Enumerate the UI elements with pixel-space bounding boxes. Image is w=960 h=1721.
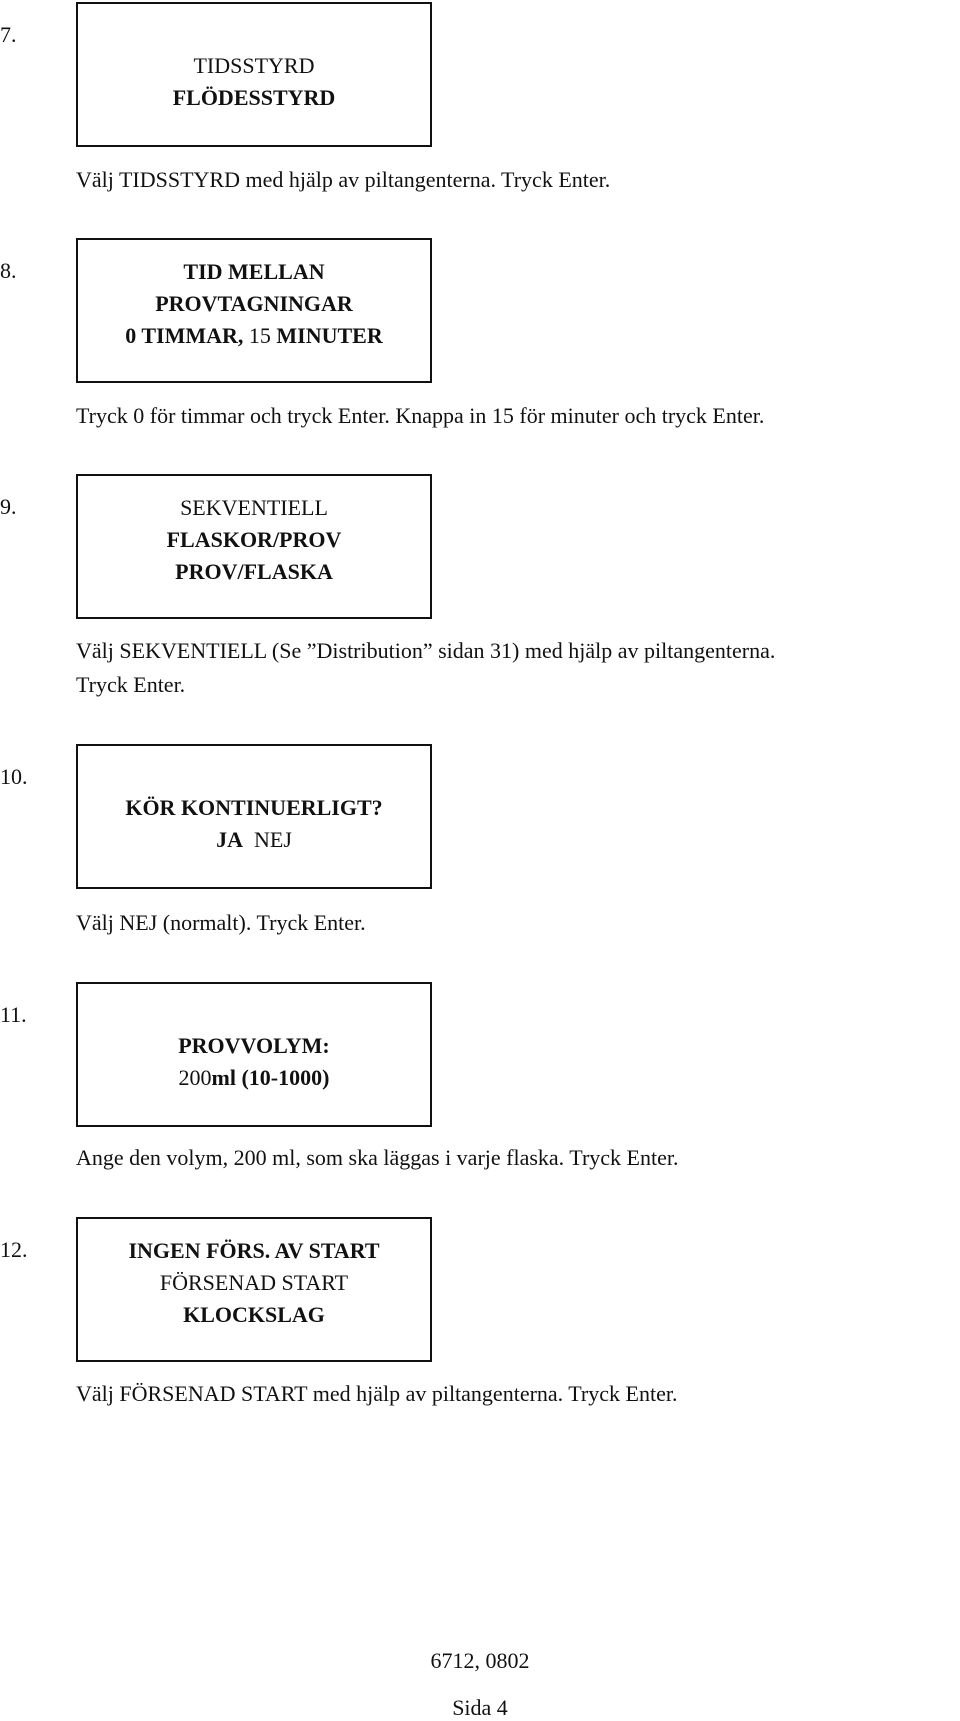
step-number: 8. <box>0 258 17 283</box>
step-number: 11. <box>0 1002 27 1027</box>
display-text: 0 TIMMAR, <box>125 323 244 348</box>
display-box <box>76 982 432 1127</box>
display-line: INGEN FÖRS. AV START <box>128 1238 380 1263</box>
display-line: KLOCKSLAG <box>183 1302 325 1327</box>
display-text: ml (10-1000) <box>211 1065 330 1090</box>
display-text: 15 <box>248 323 271 348</box>
display-box <box>76 1217 432 1362</box>
display-text: MINUTER <box>276 323 383 348</box>
display-line: TIDSSTYRD <box>193 53 315 78</box>
step-instruction: Välj FÖRSENAD START med hjälp av piltangenterna. Tryck Enter. <box>76 1381 678 1406</box>
step-number: 7. <box>0 22 17 47</box>
display-option-ja: JA <box>216 827 243 852</box>
step-number: 9. <box>0 494 17 519</box>
display-line: TID MELLAN <box>183 259 325 284</box>
display-line: PROVTAGNINGAR <box>155 291 353 316</box>
display-line: KÖR KONTINUERLIGT? <box>125 795 383 820</box>
step-number: 10. <box>0 764 28 789</box>
step-instruction: Tryck Enter. <box>76 672 186 697</box>
display-box <box>76 474 432 619</box>
step-instruction: Ange den volym, 200 ml, som ska läggas i varje flaska. Tryck Enter. <box>76 1145 679 1170</box>
footer-page-number: Sida 4 <box>452 1695 508 1720</box>
step-number: 12. <box>0 1237 28 1262</box>
display-box <box>76 744 432 889</box>
display-line: FLASKOR/PROV <box>166 527 342 552</box>
footer-doc-code: 6712, 0802 <box>430 1648 530 1673</box>
display-line: SEKVENTIELL <box>180 495 328 520</box>
display-line: PROV/FLASKA <box>175 559 333 584</box>
step-instruction: Välj NEJ (normalt). Tryck Enter. <box>76 910 366 935</box>
display-text: 200 <box>178 1065 212 1090</box>
step-instruction: Välj TIDSSTYRD med hjälp av piltangenterna. Tryck Enter. <box>76 167 611 192</box>
display-line: PROVVOLYM: <box>178 1033 330 1058</box>
step-instruction: Tryck 0 för timmar och tryck Enter. Knappa in 15 för minuter och tryck Enter. <box>76 403 765 428</box>
display-option-nej: NEJ <box>254 827 292 852</box>
display-box <box>76 2 432 147</box>
display-line: FÖRSENAD START <box>159 1270 349 1295</box>
step-instruction: Välj SEKVENTIELL (Se ”Distribution” sidan 31) med hjälp av piltangenterna. <box>76 638 776 663</box>
display-line: FLÖDESSTYRD <box>172 85 336 110</box>
display-box <box>76 238 432 383</box>
